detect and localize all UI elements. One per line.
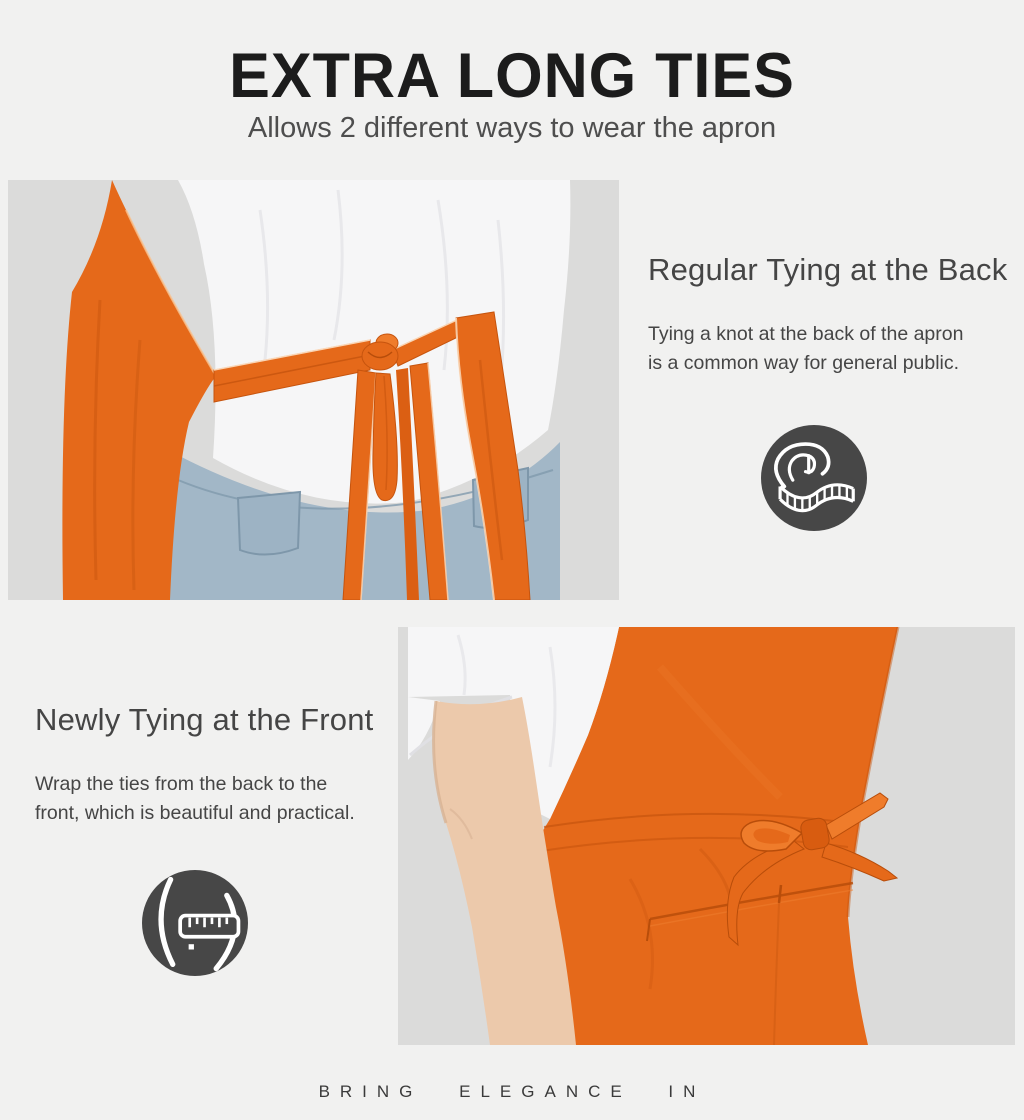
front-tying-heading: Newly Tying at the Front [35, 702, 374, 737]
back-tying-description: Tying a knot at the back of the apron is a common way for general public. [648, 323, 964, 374]
page-title: EXTRA LONG TIES [229, 41, 795, 111]
measuring-tape-icon [761, 425, 867, 531]
front-tying-description: Wrap the ties from the back to the front, which is beautiful and practical. [35, 773, 355, 824]
apron-back-illustration [8, 180, 619, 600]
page-subtitle: Allows 2 different ways to wear the apron [247, 112, 777, 144]
ruler-icon [142, 870, 248, 976]
back-tying-text-block [648, 252, 1020, 378]
photo-apron-back-tying [8, 180, 619, 600]
photo-apron-front-tying [398, 627, 1015, 1045]
footer-tagline: BRING ELEGANCE IN [318, 1082, 706, 1101]
apron-front-illustration [398, 627, 1015, 1045]
front-tying-text-block [35, 702, 420, 828]
back-tying-heading: Regular Tying at the Back [648, 252, 1008, 287]
